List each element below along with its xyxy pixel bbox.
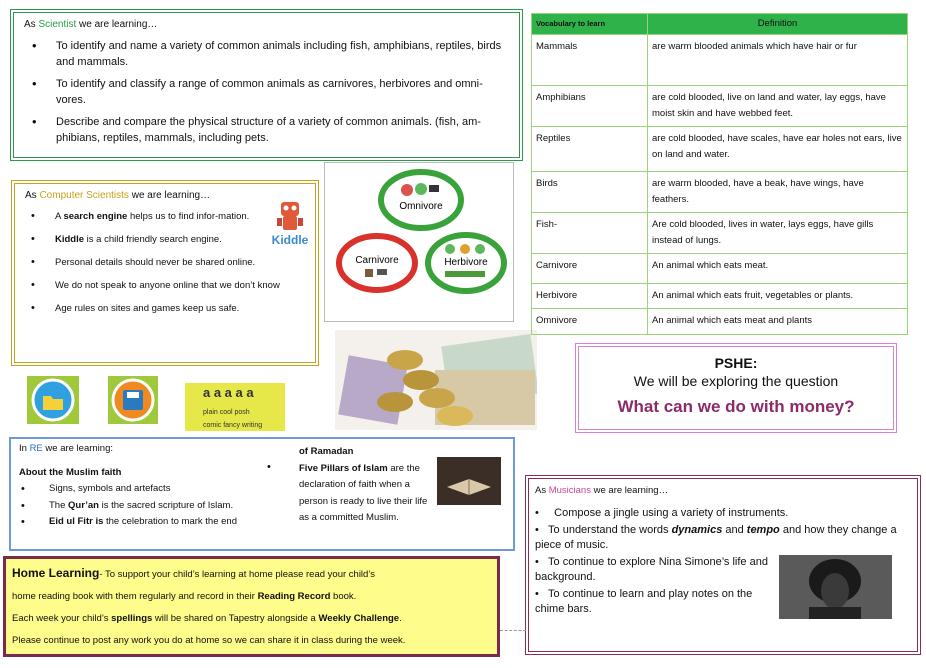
science-box	[10, 9, 523, 161]
kiddle-logo	[267, 198, 313, 250]
nina-simone-photo	[779, 555, 892, 619]
pshe-question: What can we do with money?	[617, 397, 855, 416]
herbivore-label: Herbivore	[444, 257, 488, 268]
home-line: Please continue to post any work you do at home so we can share it in class during the week.	[12, 635, 406, 646]
computing-item: • A search engine helps us to find infor-mation.	[25, 209, 275, 224]
science-heading: As Scientist we are learning…	[24, 19, 158, 30]
save-app-icon	[108, 376, 158, 424]
science-list	[24, 38, 509, 146]
computing-heading: As Computer Scientists we are learning…	[25, 190, 211, 201]
column-header: Vocabulary to learn	[532, 14, 648, 35]
folder-app-icon	[27, 376, 79, 424]
table-row	[532, 86, 908, 127]
re-box	[9, 437, 515, 551]
music-item: • Compose a jingle using a variety of instruments.	[535, 507, 789, 519]
svg-text:a a a a a: a a a a a	[203, 385, 254, 400]
vocab-definition: are cold blooded, live on land and water, lay eggs, have moist skin and have webbed feet.	[648, 86, 908, 127]
carnivore-label: Carnivore	[355, 255, 399, 266]
vocab-term: Carnivore	[532, 254, 648, 284]
home-learning-box	[3, 556, 500, 657]
table-row	[532, 284, 908, 309]
vocab-term: Mammals	[532, 35, 648, 86]
pshe-title: PSHE:	[714, 355, 758, 371]
table-row	[532, 127, 908, 172]
table-row	[532, 309, 908, 335]
pshe-box	[575, 343, 897, 433]
home-title: Home Learning	[12, 566, 100, 580]
column-header: Definition	[648, 14, 908, 35]
vocab-term: Birds	[532, 172, 648, 213]
music-heading: As Musicians we are learning…	[535, 485, 669, 496]
computing-item: • Personal details should never be shared online.	[25, 255, 315, 270]
vocab-definition: are warm blooded animals which have hair or fur	[648, 35, 908, 86]
computing-item: • Kiddle is a child friendly search engine.	[25, 232, 275, 247]
vocab-term: Fish-	[532, 213, 648, 254]
home-line: home reading book with them regularly and record in their Reading Record book.	[12, 591, 357, 602]
science-item: • Describe and compare the physical structure of a variety of common animals. (fish, am-phibians, reptiles, mammals, including pets.	[24, 114, 509, 146]
bullet: •	[267, 461, 271, 473]
re-item: • The Qur’an is the sacred scripture of Islam.	[19, 498, 505, 515]
computing-box	[11, 180, 319, 366]
re-pillars-text: of Ramadan Five Pillars of Islam are the declaration of faith when a person is ready to live their life as a committed Muslim.	[299, 446, 428, 523]
science-item: • To identify and name a variety of common animals including fish, amphibians, reptiles, birds and mammals.	[24, 38, 509, 70]
table-row	[532, 172, 908, 213]
vocab-term: Amphibians	[532, 86, 648, 127]
font-styles-image	[185, 383, 285, 431]
svg-text:plain cool posh: plain cool posh	[203, 409, 250, 416]
vocab-definition: An animal which eats meat and plants	[648, 309, 908, 335]
vocab-definition: are cold blooded, have scales, have ear holes not ears, live on land and water.	[648, 127, 908, 172]
vocab-definition: An animal which eats meat.	[648, 254, 908, 284]
re-subheading: About the Muslim faith	[19, 467, 122, 478]
computing-item: • We do not speak to anyone online that we don’t know	[25, 278, 315, 293]
vocab-definition: Are cold blooded, lives in water, lays eggs, have gills instead of lungs.	[648, 213, 908, 254]
music-item: • To continue to learn and play notes on the chime bars.	[535, 588, 753, 615]
pshe-intro: We will be exploring the question	[633, 373, 839, 389]
vocab-term: Herbivore	[532, 284, 648, 309]
computing-item: • Age rules on sites and games keep us safe.	[25, 301, 315, 316]
re-item: • Signs, symbols and artefacts	[19, 481, 505, 498]
home-line: Home Learning- To support your child’s learning at home please read your child’s	[12, 566, 376, 580]
science-item: • To identify and classify a range of common animals as carnivores, herbivores and omni-vores.	[24, 76, 509, 108]
omnivore-label: Omnivore	[399, 201, 443, 212]
music-box	[525, 475, 921, 655]
vocab-definition: are warm blooded, have a beak, have wings, have feathers.	[648, 172, 908, 213]
table-row	[532, 213, 908, 254]
svg-text:comic fancy writing: comic fancy writing	[203, 422, 263, 429]
music-item: • To continue to explore Nina Simone’s life and background.	[535, 556, 768, 583]
table-row	[532, 254, 908, 284]
svg-text:Kiddle: Kiddle	[271, 233, 309, 247]
vocab-definition: An animal which eats fruit, vegetables or plants.	[648, 284, 908, 309]
music-item: • To understand the words dynamics and tempo and how they change a piece of music.	[535, 524, 897, 551]
quran-image	[437, 457, 501, 505]
table-row	[532, 35, 908, 86]
computing-list	[25, 209, 305, 316]
vocab-term: Reptiles	[532, 127, 648, 172]
vocab-term: Omnivore	[532, 309, 648, 335]
table-header-row	[532, 14, 908, 35]
money-image	[335, 330, 537, 430]
vocabulary-table	[531, 13, 908, 335]
animal-diet-diagram	[324, 162, 514, 322]
home-line: Each week your child’s spellings will be shared on Tapestry alongside a Weekly Challenge.	[12, 613, 402, 624]
divider	[500, 630, 526, 631]
re-item: • Eid ul Fitr is the celebration to mark the end	[19, 514, 505, 531]
re-heading: In RE we are learning:	[19, 443, 113, 454]
